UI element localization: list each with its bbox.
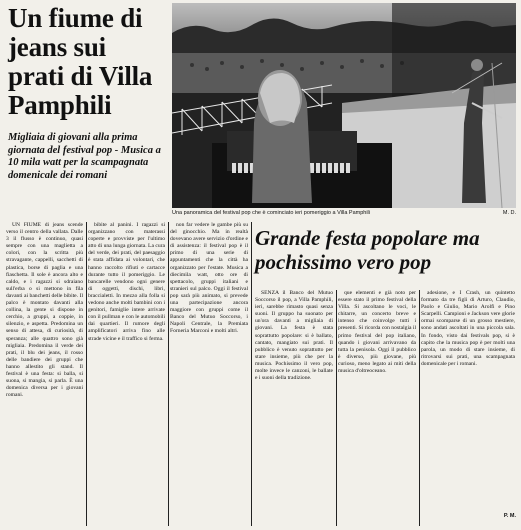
headline: Un fiume di jeans sui prati di Villa Pamphili — [8, 3, 153, 120]
article-column-5 — [338, 290, 416, 526]
concert-photo — [172, 3, 516, 208]
column-text: que elementi e già noto per essere stato il primo festival della Villa. Si ascoltano le voci, le chitarre, un concerto breve e intenso che coinvolge tutti i presenti. Si ricorda con nostalgia il primo festival del pop italiano, quando i giovani arrivavano da tutta la penisola. Oggi il pubblico è diverso, più giovane, più curioso, meno legato ai miti della musica d'oltreoceano. — [338, 290, 416, 375]
deck-subheadline: Migliaia di giovani alla prima giornata del festival pop - Musica a 10 mila watt per la scampagnata domenicale dei romani — [8, 132, 161, 181]
column-divider — [168, 222, 169, 526]
concert-photo-image — [172, 3, 516, 208]
article-column-1 — [6, 222, 83, 526]
article-column-4 — [255, 290, 333, 526]
column-text: non far vedere le gambe più su del ginocchio. Ma in realtà dovevano avere servizio d'ordine e di assistenza: il festival pop è il primo di una serie di appuntamenti che la città ha organizzato per l'estate. Musica a diecimila watt, otto ore di spettacolo, gruppi italiani e stranieri sul palco. Oggi il festival pop sarà più animato, si prevede una partecipazione ancora maggiore con gruppi come il Banco del Mutuo Soccorso, i Napoli Centrale, la Premiata Forneria Marconi e molti altri. — [170, 222, 248, 335]
caption-text: Una panoramica del festival pop che è cominciato ieri pomeriggio a Villa Pamphili — [172, 210, 371, 216]
column-text: adesione, e I Crash, un quintetto formato da tre figli di Arturo, Claudio, Paolo e Giulio, Mario Arolfi e Pino Scarpelli. Campioni e Jackson vere glorie ormai scomparse di un grosso mestiere, sono andati ascoltati in una piccola sala. In fondo, visto dai festivals pop, si è capito che la musica pop è per molti una parola, un modo di stare insieme, di ritrovarsi sui prati, una scampagnata domenicale per i romani. — [421, 290, 515, 367]
article-column-3 — [170, 222, 248, 526]
column-text: SENZA il Banco del Mutuo Soccorso il pop, a Villa Pamphili, ieri, sarebbe rimasto quasi senza suoni. Il gruppo ha suonato per un'ora davanti a migliaia di giovani. La festa è stata soprattutto popolare: si è ballato, cantato, mangiato sui prati. Il pubblico è venuto soprattutto per stare insieme, più che per la musica. Pochissimo il vero pop, molte invece le canzoni, le ballate e i suoni della tradizione. — [255, 290, 333, 382]
column-divider — [419, 290, 420, 526]
author-signature: P. M. — [503, 513, 516, 519]
photo-caption — [172, 210, 516, 217]
column-divider — [86, 222, 87, 526]
article-column-2 — [88, 222, 165, 526]
secondary-headline: Grande festa popolare ma pochissimo vero pop — [255, 226, 480, 274]
article-column-6 — [421, 290, 515, 512]
column-text: UN FIUME di jeans scende verso il centro della vallata. Dalle 3 il flusso è continuo, quasi sempre con una maglietta a colori, con la scritta più stravagante, cappelli, sacchetti di plastica, borse di paglia e una fiaschetta. Il sole è ancora alto e caldo, e i ragazzi si sdraiano sull'erba o si mettono in fila davanti ai banchetti delle bibite. Il palco è montato davanti alla collina, la gente si dispone in cerchio, a gruppi, a coppie, in silenzio, e aspetta. Predomina un senso di attesa, di curiosità, di speranza; alle quattro sono già migliaia. Predomina il verde dei prati, il blu dei jeans, il rosso delle bandiere dei gruppi che hanno allestito gli stand. Il festival è una festa: si balla, si suona, si mangia, si parla. È una domenica diversa per i giovani romani. — [6, 222, 83, 399]
column-divider — [251, 222, 252, 526]
column-text: bibite al panini. I ragazzi si organizzano con materassi coperte e provviste per l'ultimo atto di una lunga giornata. La cura del verde, dei prati, del paesaggio è stata affidata ai volontari, che hanno raccolto rifiuti e cartacce durante tutto il pomeriggio. Le bancarelle vendono ogni genere di oggetti, dischi, libri, braccialetti. In mezzo alla folla si vedono anche molti bambini con i genitori, famiglie intere arrivate con il pullman e con le automobili dai quartieri. Il rumore degli amplificatori arriva fino alle strade vicine e il traffico si ferma. — [88, 222, 165, 342]
photo-credit: M. D. — [502, 210, 516, 216]
column-divider — [336, 290, 337, 526]
